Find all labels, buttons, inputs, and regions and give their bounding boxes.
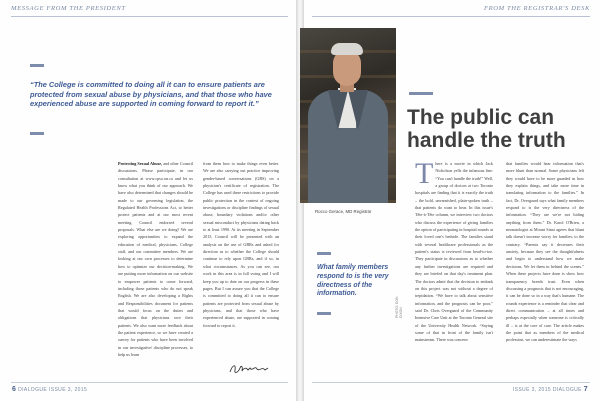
body-column-3	[415, 157, 493, 344]
accent-bar-sidebar-top	[317, 252, 331, 255]
accent-bar-top-left	[30, 64, 44, 67]
body-column-1	[118, 160, 193, 358]
sidebar-quote: What family members respond to is the very directness of the information.	[317, 264, 389, 298]
running-head-right: FROM THE REGISTRAR'S DESK	[484, 5, 590, 12]
column-text: and other Council discussions. Please participate, in our consultation at www.cpso.on.ca and let us know what you think of our approach. We have also determined that changes should be made to our governing legislation, the Regulated Health Professions Act, to better protect patients and at our most recent meeting, Council endorsed several proposals. What else are we doing? We are exploring opportunities to expand the education of medical, physicians, College staff, and our committee members. We are looking at our own processes to determine how to optimize our decision-making. We are putting more information on our website to empower patients to come forward, including those patients who do not speak English. We are also developing a Rights and Responsibilities document for patients that would focus on the duties and obligations that physicians owe their patients. We also want more feedback about the patient experience, so we have created a survey for patients who have been involved in our investigative/ discipline processes, to help us learn	[118, 161, 194, 357]
folio-text: DIALOGUE ISSUE 3, 2015	[18, 387, 88, 393]
running-head-left: MESSAGE FROM THE PRESIDENT	[11, 5, 126, 12]
accent-bar-bottom-left	[30, 132, 44, 135]
page-number: 6	[12, 386, 17, 393]
header-rule-right	[312, 16, 590, 17]
column-text: that families would hear information that's more blunt than normal. Some physicians felt they would have to be more guarded in how they explain things, and take more time in translating information to the families.” In fact, Dr. Overgaard says what family members respond to is the very directness of the information. “They are we're not hiding anything from them.” Dr. Karol O'Brien, a neonatologist at Mount Sinai agrees that blunt talk doesn't increase worry for families; to the contrary. “Parents say it decreases their anxiety, because they see the thoughtfulness and begin to understand how we make decisions. We let them in behind the scenes.” When these projects have done is show how transparency breeds trust. Even when discussing a prognosis that is not encouraging, it can be done so in a way that's humane. The rounds experience is a reminder that clear and direct communication – at all times and perhaps especially when someone is critically ill – is at the core of care. The article makes the point that as members of the medical profession, we can underestimate the ways	[506, 161, 584, 343]
registrar-portrait-photo	[300, 28, 396, 203]
left-page	[0, 0, 296, 401]
body-column-4	[506, 160, 584, 344]
footer-rule-right	[312, 382, 590, 383]
accent-bar-headline	[409, 92, 433, 95]
photo-credit: PHOTO: DON DIXON	[395, 296, 403, 318]
photo-caption: Rocco Gerace, MD Registrar	[315, 209, 372, 214]
drop-cap: T	[415, 157, 434, 190]
pull-quote: “The College is committed to doing all it can to ensure patients are protected from sexual abuse by physicians, and that those who have experienced abuse are supported in coming forward to report it.”	[30, 80, 272, 109]
column-text: from them how to make things even better. We are also carrying out practice improving gender-based conversations (GBS) on a physician's certificate of registration. The College has used these restrictions to provide public protection in the context of ongoing investigations or discipline findings of sexual abuse, boundary violations and/or other sexual misconduct by physicians dating back to at least 1990. At its meeting in September 2015, Council will be presented with an analysis on the use of GBRs and asked for direction as to whether the College should continue to rely upon GBRs, and if so, in what circumstances. As you can see, our work in this area is in full swing and I will keep you up to date on our progress in these pages. But I can assure you that the College is committed to doing all it can to ensure patients are protected from sexual abuse by physicians, and that those who have experienced abuse, are supported in coming forward to report it.	[203, 161, 279, 328]
accent-bar-sidebar-bottom	[317, 312, 331, 315]
header-rule-left	[11, 16, 288, 17]
footer-rule-left	[11, 382, 288, 383]
folio-left	[12, 386, 87, 393]
column-lead: Protecting Sexual Abuse,	[118, 161, 163, 166]
folio-right	[513, 386, 588, 393]
article-headline: The public can handle the truth	[407, 106, 566, 152]
body-column-2	[203, 160, 279, 329]
signature-icon	[228, 362, 270, 376]
column-text: here is a movie in which Jack Nicholson yells the infamous line: “You can't handle the truth!” Well, a group of doctors at two Toronto hospitals are finding that it is exactly the truth – the bold, unvarnished, plain-spoken truth – that patients do want to hear. In this issue's Tête-à-Tête column, we interview two doctors who discuss the experience of giving families the option of participating in hospital rounds at their loved one's bedside. The families stand with several healthcare professionals as the patient's status is reviewed from head-to-toe. They participate in discussions as to whether any further investigations are required and they are briefed on that day's treatment plan. The doctors admit that the decision to embark on this project was not without a degree of trepidation. “We have to talk about sensitive information, and the prognosis can be poor,” said Dr. Chris Overgaard of the Community Intensive Care Unit at the Toronto General site of the University Health Network. “Saying some of that in front of the family isn't mainstream. There was concern	[415, 161, 493, 343]
folio-text: ISSUE 3, 2015 DIALOGUE	[512, 387, 582, 393]
page-number: 7	[583, 386, 588, 393]
